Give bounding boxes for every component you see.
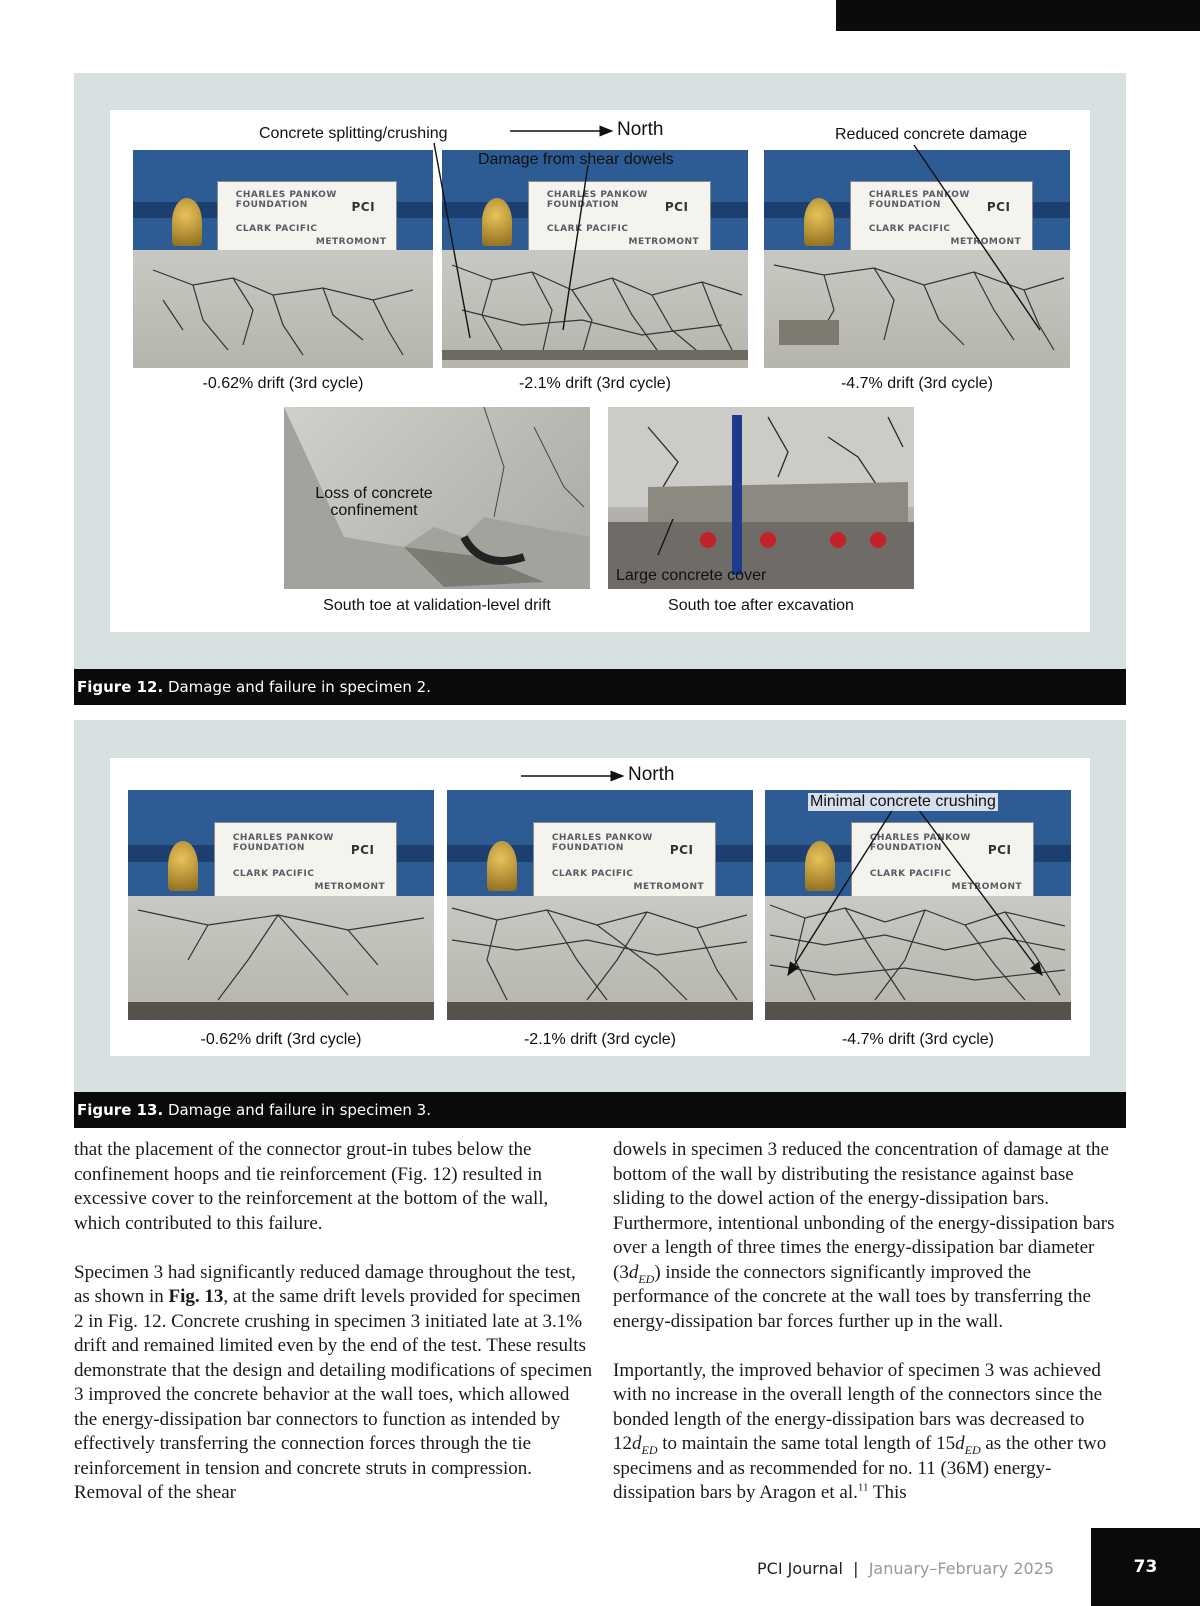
south-toe-validation-photo xyxy=(284,407,590,589)
sign-pci-text: PCI xyxy=(987,843,1012,858)
annotation-reduced-damage: Reduced concrete damage xyxy=(835,126,1028,143)
caption-label: Figure 12. xyxy=(77,678,164,696)
annotation-north-fig12: North xyxy=(617,119,664,140)
sign-clark-text: CLARK PACIFIC xyxy=(551,868,634,879)
sign-foundation-text: CHARLES PANKOW FOUNDATION xyxy=(546,190,648,211)
annotation-arrows xyxy=(0,0,1200,700)
closeup-label-validation: South toe at validation-level drift xyxy=(323,597,551,614)
figure-reference: Fig. 13 xyxy=(168,1286,224,1307)
math-subscript: ED xyxy=(964,1442,981,1457)
issue-date: January–February 2025 xyxy=(868,1559,1055,1578)
sign-metromont-text: METROMONT xyxy=(628,237,700,248)
sign-clark-text: CLARK PACIFIC xyxy=(868,224,951,235)
annotation-large-cover: Large concrete cover xyxy=(616,567,767,584)
drift-label-0.62: -0.62% drift (3rd cycle) xyxy=(202,375,364,392)
drift-label-2.1: -2.1% drift (3rd cycle) xyxy=(523,1031,677,1048)
page-number: 73 xyxy=(1091,1528,1200,1606)
sign-metromont-text: METROMONT xyxy=(633,881,705,892)
paragraph xyxy=(74,1261,594,1506)
closeup-label-excavation: South toe after excavation xyxy=(668,597,854,614)
text-run: as the other two specimens and as recommended for no. 11 (36M) energy-dissipation bars by Aragon et al. xyxy=(613,1433,1107,1503)
caption-text: Damage and failure in specimen 3. xyxy=(163,1101,431,1119)
footer-separator: | xyxy=(842,1559,869,1578)
footer-journal xyxy=(757,1559,1054,1578)
paragraph: that the placement of the connector grout-in tubes below the confinement hoops and tie reinforcement (Fig. 12) resulted in excessive cover to the reinforcement at the bottom of the wall, which contributed to this failure. xyxy=(74,1139,549,1234)
sign-pci-text: PCI xyxy=(669,843,694,858)
sign-pci-text: PCI xyxy=(351,200,376,215)
left-column-text xyxy=(74,1138,594,1506)
sign-metromont-text: METROMONT xyxy=(950,237,1022,248)
annotation-shear-dowels: Damage from shear dowels xyxy=(478,151,674,168)
sign-foundation-text: CHARLES PANKOW FOUNDATION xyxy=(232,832,334,853)
sign-pci-text: PCI xyxy=(986,200,1011,215)
annotation-north-fig13: North xyxy=(628,764,675,785)
citation-ref: 11 xyxy=(857,1481,869,1494)
math-var: d xyxy=(628,1261,639,1283)
text-run: This xyxy=(868,1482,907,1503)
sign-foundation-text: CHARLES PANKOW FOUNDATION xyxy=(235,190,337,211)
annotation-concrete-splitting: Concrete splitting/crushing xyxy=(259,125,448,142)
text-run: Importantly, the improved behavior of specimen 3 was achieved with no increase in the overall length of the connectors since the bonded length of the energy-dissipation bars was decreased to 12 xyxy=(613,1359,1103,1454)
text-run: ) inside the connectors significantly improved the performance of the concrete at the wall toes by transferring the energy-dissipation bar forces further up in the wall. xyxy=(613,1261,1091,1332)
crack-pattern-image xyxy=(608,407,914,589)
sign-clark-text: CLARK PACIFIC xyxy=(235,224,318,235)
sign-foundation-text: CHARLES PANKOW FOUNDATION xyxy=(551,832,653,853)
text-run: , at the same drift levels provided for specimen 2 in Fig. 12. Concrete crushing in specimen 3 initiated late at 3.1% drift and remained limited even by the end of the test. These results demonstrate that the design and detailing modifications of specimen 3 improved the concrete behavior at the wall toes, which allowed the energy-dissipation bar connectors to function as intended by effectively transferring the connection forces through the tie reinforcement in tension and concrete struts in compression. Removal of the shear xyxy=(74,1286,593,1503)
text-run: dowels in specimen 3 reduced the concentration of damage at the bottom of the wall by distributing the resistance against base sliding to the dowel action of the energy-dissipation bars. Furthermore, intentional unbonding of the energy-dissipation bars over a length of three times the energy-dissipation bar diameter (3 xyxy=(613,1139,1115,1283)
journal-name: PCI Journal xyxy=(757,1559,843,1578)
annotation-arrows-fig13 xyxy=(0,700,1200,1040)
annotation-loss-confinement-1: Loss of concrete xyxy=(315,485,433,502)
right-column-text xyxy=(613,1138,1128,1506)
caption-text: Damage and failure in specimen 2. xyxy=(163,678,431,696)
annotation-minimal-crushing: Minimal concrete crushing xyxy=(810,793,996,810)
sign-foundation-text: CHARLES PANKOW FOUNDATION xyxy=(868,190,970,211)
sign-metromont-text: METROMONT xyxy=(315,237,387,248)
paragraph xyxy=(613,1138,1128,1334)
sign-clark-text: CLARK PACIFIC xyxy=(232,868,315,879)
sign-pci-text: PCI xyxy=(664,200,689,215)
drift-label-2.1: -2.1% drift (3rd cycle) xyxy=(518,375,672,392)
sign-metromont-text: METROMONT xyxy=(951,881,1023,892)
figure-13-caption xyxy=(74,1092,1126,1128)
sign-clark-text: CLARK PACIFIC xyxy=(869,868,952,879)
paragraph xyxy=(613,1359,1128,1506)
math-subscript: ED xyxy=(638,1271,655,1286)
drift-label-0.62: -0.62% drift (3rd cycle) xyxy=(200,1031,362,1048)
math-var: d xyxy=(632,1433,642,1454)
math-var: d xyxy=(955,1433,965,1454)
text-run: to maintain the same total length of 15 xyxy=(657,1433,956,1454)
caption-label: Figure 13. xyxy=(77,1101,164,1119)
sign-foundation-text: CHARLES PANKOW FOUNDATION xyxy=(869,832,971,853)
text-run: Specimen 3 had significantly reduced damage throughout the test, as shown in xyxy=(74,1261,576,1307)
sign-clark-text: CLARK PACIFIC xyxy=(546,224,629,235)
sign-pci-text: PCI xyxy=(350,843,375,858)
sign-metromont-text: METROMONT xyxy=(314,881,386,892)
drift-label-4.7: -4.7% drift (3rd cycle) xyxy=(840,375,994,392)
drift-label-4.7: -4.7% drift (3rd cycle) xyxy=(841,1031,995,1048)
annotation-loss-confinement-2: confinement xyxy=(330,502,418,519)
math-subscript: ED xyxy=(641,1442,658,1457)
south-toe-excavation-photo xyxy=(608,407,914,589)
